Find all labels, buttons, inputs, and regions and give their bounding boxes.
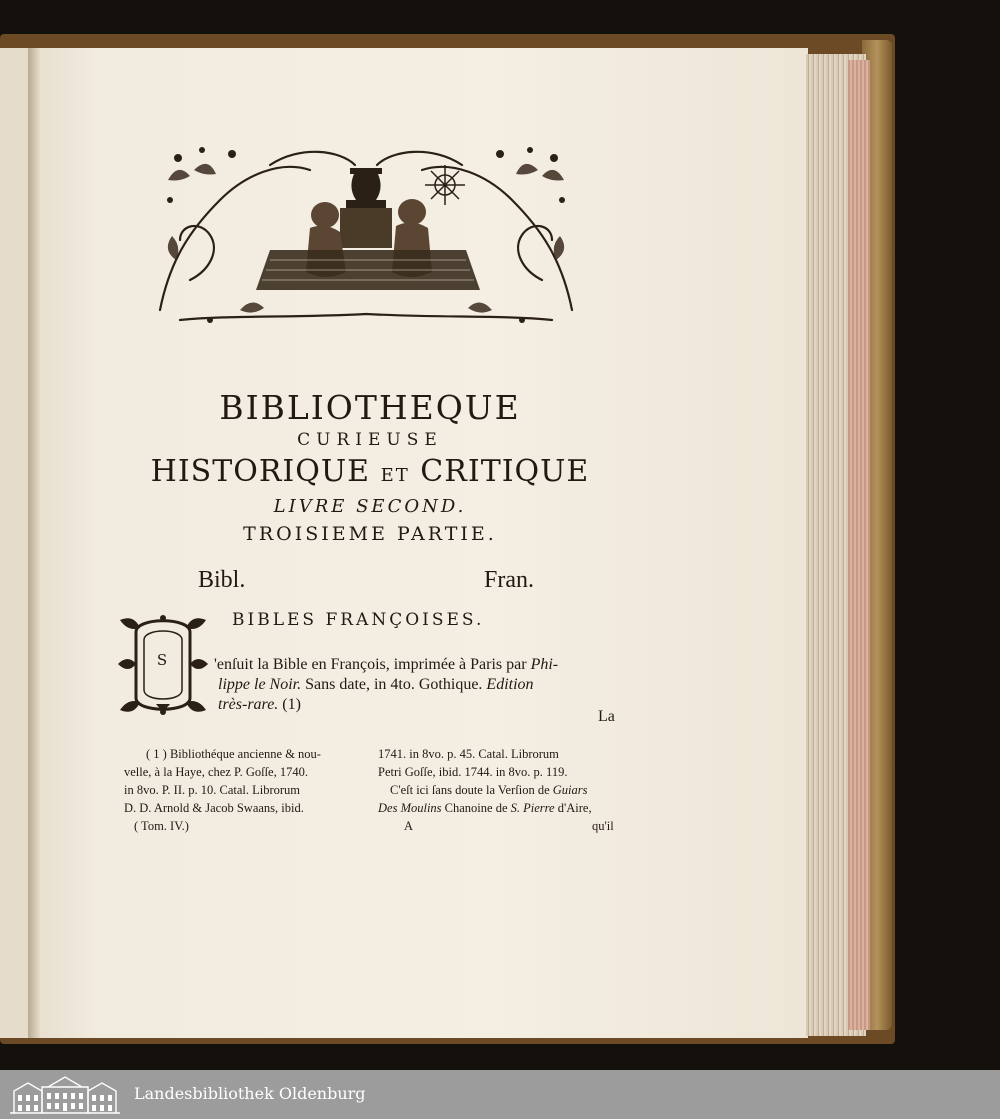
body-line-3: [218, 696, 301, 714]
footnote-left-line-1: ( 1 ) Bibliothéque ancienne & nou-: [146, 747, 321, 761]
footnote-right-line-2: Petri Goſſe, ibid. 1744. in 8vo. p. 119.: [378, 765, 568, 779]
library-building-icon: [8, 1075, 122, 1115]
book-gutter: [28, 48, 42, 1038]
title-curieuse: CURIEUSE: [297, 430, 443, 450]
title-historique-critique: [120, 454, 620, 489]
title-troisieme-partie: TROISIEME PARTIE.: [243, 523, 497, 545]
body-text-italic: Edition: [486, 676, 534, 693]
footnote-text: d'Aire,: [557, 801, 592, 815]
headpiece-ornament-icon: [150, 140, 582, 330]
signature-mark: A: [404, 819, 414, 833]
title-critique: CRITIQUE: [420, 454, 590, 489]
body-text-italic: très-rare.: [218, 696, 279, 713]
body-text: 'enſuit la Bible en François, imprimée à Paris par: [214, 656, 527, 673]
footnote-text-italic: Guiars: [552, 783, 588, 797]
footnote-ref: (1): [282, 696, 301, 713]
running-head-left: Bibl.: [198, 567, 246, 593]
footnote-right-line-3: [390, 783, 588, 798]
red-page-edges: [848, 60, 870, 1030]
footnote-left-line-3: in 8vo. P. II. p. 10. Catal. Librorum: [124, 783, 301, 797]
body-text: Sans date, in 4to. Gothique.: [305, 676, 483, 693]
library-name: Landesbibliothek Oldenburg: [134, 1084, 366, 1103]
title-livre-second: LIVRE SECOND.: [273, 496, 467, 517]
catchword: La: [598, 708, 615, 725]
title-historique: HISTORIQUE: [150, 454, 371, 489]
footnote-left-line-4: D. D. Arnold & Jacob Swaans, ibid.: [124, 801, 304, 815]
section-title: BIBLES FRANÇOISES.: [232, 610, 485, 630]
body-line-1: [214, 656, 558, 674]
footnote-right-line-4: [378, 801, 592, 816]
footnote-text-italic: Des Moulins: [378, 801, 442, 815]
footnote-text: C'eſt ici ſans doute la Verſion de: [390, 783, 550, 797]
footnote-text-italic: S. Pierre: [510, 801, 555, 815]
title-et: ET: [380, 465, 410, 486]
title-bibliotheque: BIBLIOTHEQUE: [219, 388, 521, 427]
body-text-italic: Phi-: [530, 656, 559, 673]
body-text-italic: lippe le Noir.: [218, 676, 302, 693]
footnote-text: Chanoine de: [444, 801, 508, 815]
drop-cap-letter: S: [156, 651, 168, 669]
footnote-left-line-5: ( Tom. IV.): [134, 819, 189, 833]
running-head-right: Fran.: [484, 567, 534, 593]
body-line-2: [218, 676, 534, 694]
footnote-left-line-2: velle, à la Haye, chez P. Goſſe, 1740.: [124, 765, 308, 779]
footnote-catchword: qu'il: [592, 819, 614, 833]
footnote-right-line-1: 1741. in 8vo. p. 45. Catal. Librorum: [378, 747, 559, 761]
